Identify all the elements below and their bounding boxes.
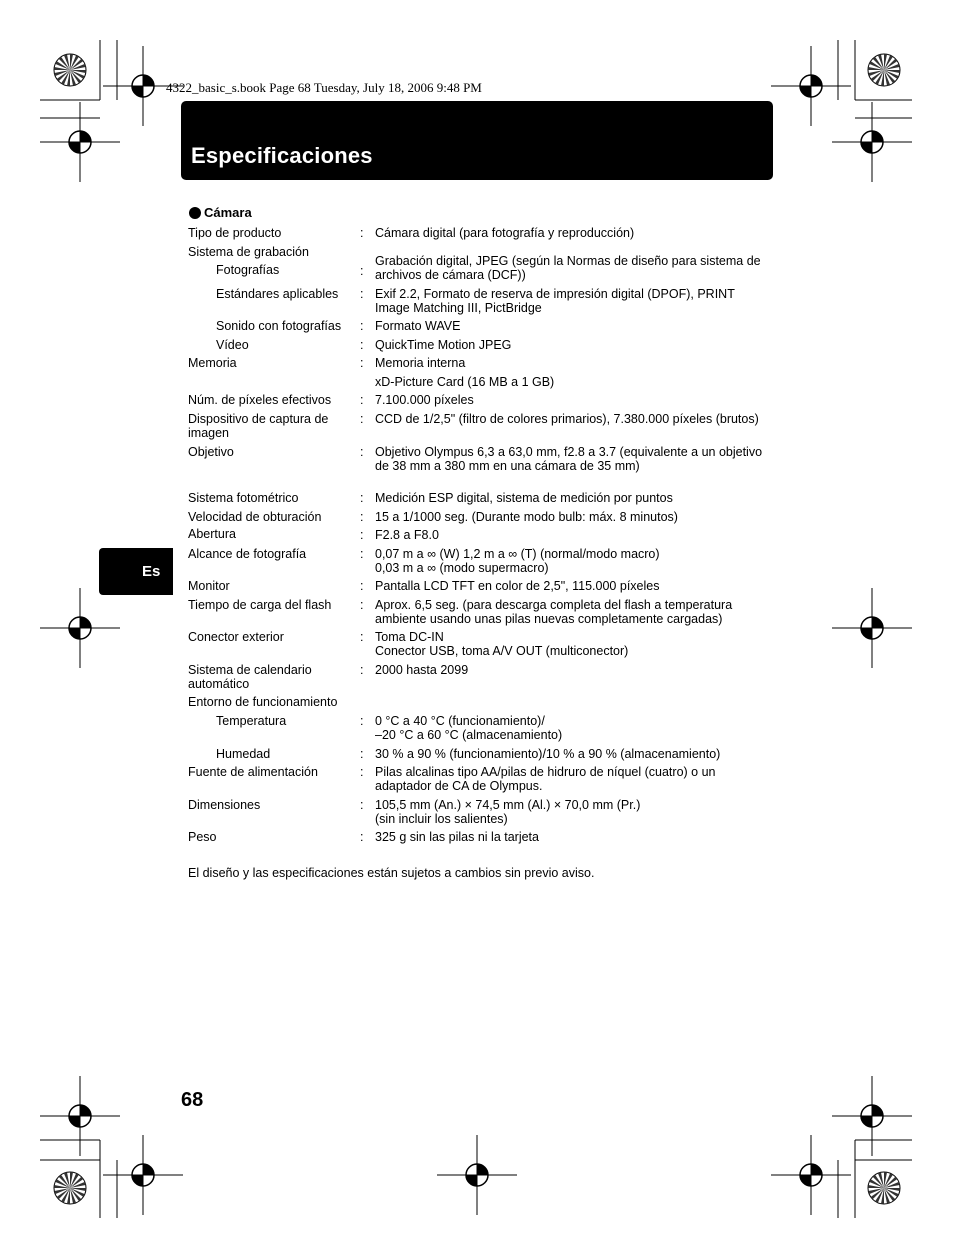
spec-colon: : [360, 598, 364, 612]
spec-colon: : [360, 264, 364, 278]
spec-value [375, 798, 765, 826]
spec-value: Cámara digital (para fotografía y reproducción) [375, 226, 635, 240]
spec-label: Sistema de grabación [188, 245, 309, 259]
spec-colon: : [360, 663, 364, 677]
spec-value-line: 0 °C a 40 °C (funcionamiento)/ [375, 714, 545, 728]
spec-value: 30 % a 90 % (funcionamiento)/10 % a 90 % (almacenamiento) [375, 747, 721, 761]
spec-label: Sistema de calendario automático [188, 663, 312, 691]
spec-label: Alcance de fotografía [188, 547, 307, 561]
spec-label: Humedad [216, 747, 271, 761]
spec-value [375, 714, 765, 742]
spec-colon: : [360, 547, 364, 561]
spec-label: Peso [188, 830, 217, 844]
spec-value: Memoria interna [375, 356, 466, 370]
spec-value: 7.100.000 píxeles [375, 393, 474, 407]
spec-colon: : [360, 356, 364, 370]
spec-label: Fotografías [216, 263, 280, 277]
spec-colon: : [360, 226, 364, 240]
spec-value-line: (sin incluir los salientes) [375, 812, 508, 826]
spec-colon: : [360, 798, 364, 812]
spec-colon: : [360, 528, 364, 542]
spec-colon: : [360, 319, 364, 333]
title-banner [181, 101, 773, 180]
spec-colon: : [360, 830, 364, 844]
spec-label: Conector exterior [188, 630, 284, 644]
spec-value: Pantalla LCD TFT en color de 2,5", 115.000 píxeles [375, 579, 660, 593]
spec-colon: : [360, 510, 364, 524]
spec-label: Fuente de alimentación [188, 765, 318, 779]
spec-value [375, 547, 765, 575]
spec-value: xD-Picture Card (16 MB a 1 GB) [375, 375, 555, 389]
spec-value-line: 0,07 m a ∞ (W) 1,2 m a ∞ (T) (normal/modo macro) [375, 547, 660, 561]
spec-label: Velocidad de obturación [188, 510, 322, 524]
spec-colon: : [360, 393, 364, 407]
spec-value: Objetivo Olympus 6,3 a 63,0 mm, f2.8 a 3.7 (equivalente a un objetivo de 38 mm a 380 mm en una cámara de 35 mm) [375, 445, 763, 473]
spec-label: Tiempo de carga del flash [188, 598, 332, 612]
section-heading [189, 205, 252, 220]
spec-colon: : [360, 412, 364, 426]
spec-value: Pilas alcalinas tipo AA/pilas de hidruro de níquel (cuatro) o un adaptador de CA de Olympus. [375, 765, 716, 793]
spec-value: Medición ESP digital, sistema de medición por puntos [375, 491, 673, 505]
bullet-icon [189, 207, 201, 219]
spec-value: Aprox. 6,5 seg. (para descarga completa del flash a temperatura ambiente usando unas pilas nuevas completamente cargadas) [375, 598, 733, 626]
spec-value-line: Toma DC-IN [375, 630, 444, 644]
spec-value: 325 g sin las pilas ni la tarjeta [375, 830, 539, 844]
spec-value: F2.8 a F8.0 [375, 528, 439, 542]
spec-colon: : [360, 338, 364, 352]
spec-label: Estándares aplicables [216, 287, 339, 301]
spec-value: CCD de 1/2,5" (filtro de colores primarios), 7.380.000 píxeles (brutos) [375, 412, 759, 426]
spec-label: Sonido con fotografías [216, 319, 342, 333]
spec-colon: : [360, 445, 364, 459]
spec-value-line: 105,5 mm (An.) × 74,5 mm (Al.) × 70,0 mm (Pr.) [375, 798, 641, 812]
spec-colon: : [360, 630, 364, 644]
spec-colon: : [360, 714, 364, 728]
spec-label: Dimensiones [188, 798, 261, 812]
page-title: Especificaciones [191, 143, 373, 168]
spec-colon: : [360, 765, 364, 779]
spec-value: 15 a 1/1000 seg. (Durante modo bulb: máx. 8 minutos) [375, 510, 678, 524]
spec-colon: : [360, 287, 364, 301]
spec-label: Monitor [188, 579, 230, 593]
spec-colon: : [360, 747, 364, 761]
spec-value [375, 630, 765, 658]
spec-label: Objetivo [188, 445, 234, 459]
language-tab-label: Es [142, 563, 161, 580]
spec-value-line: Conector USB, toma A/V OUT (multiconector) [375, 644, 629, 658]
spec-label: Memoria [188, 356, 237, 370]
spec-label: Vídeo [216, 338, 249, 352]
spec-label: Temperatura [216, 714, 287, 728]
spec-label: Núm. de píxeles efectivos [188, 393, 332, 407]
spec-value: Formato WAVE [375, 319, 461, 333]
spec-label: Tipo de producto [188, 226, 282, 240]
spec-colon: : [360, 579, 364, 593]
spec-value: 2000 hasta 2099 [375, 663, 469, 677]
print-header: 4322_basic_s.book Page 68 Tuesday, July 18, 2006 9:48 PM [166, 80, 482, 95]
spec-label: Sistema fotométrico [188, 491, 299, 505]
page-number: 68 [181, 1089, 204, 1111]
spec-value: Exif 2.2, Formato de reserva de impresión digital (DPOF), PRINT Image Matching III, PictBridge [375, 287, 735, 315]
spec-value: QuickTime Motion JPEG [375, 338, 512, 352]
language-tab [99, 548, 173, 595]
spec-label: Abertura [188, 527, 236, 541]
spec-value: Grabación digital, JPEG (según la Normas de diseño para sistema de archivos de cámara (DCF)) [375, 254, 761, 282]
spec-value-line: 0,03 m a ∞ (modo supermacro) [375, 561, 549, 575]
spec-label: Entorno de funcionamiento [188, 695, 338, 709]
spec-label: Dispositivo de captura de imagen [188, 412, 329, 440]
section-heading-text: Cámara [204, 205, 252, 220]
spec-colon: : [360, 491, 364, 505]
spec-value-line: –20 °C a 60 °C (almacenamiento) [375, 728, 563, 742]
disclaimer-note: El diseño y las especificaciones están sujetos a cambios sin previo aviso. [188, 866, 595, 880]
